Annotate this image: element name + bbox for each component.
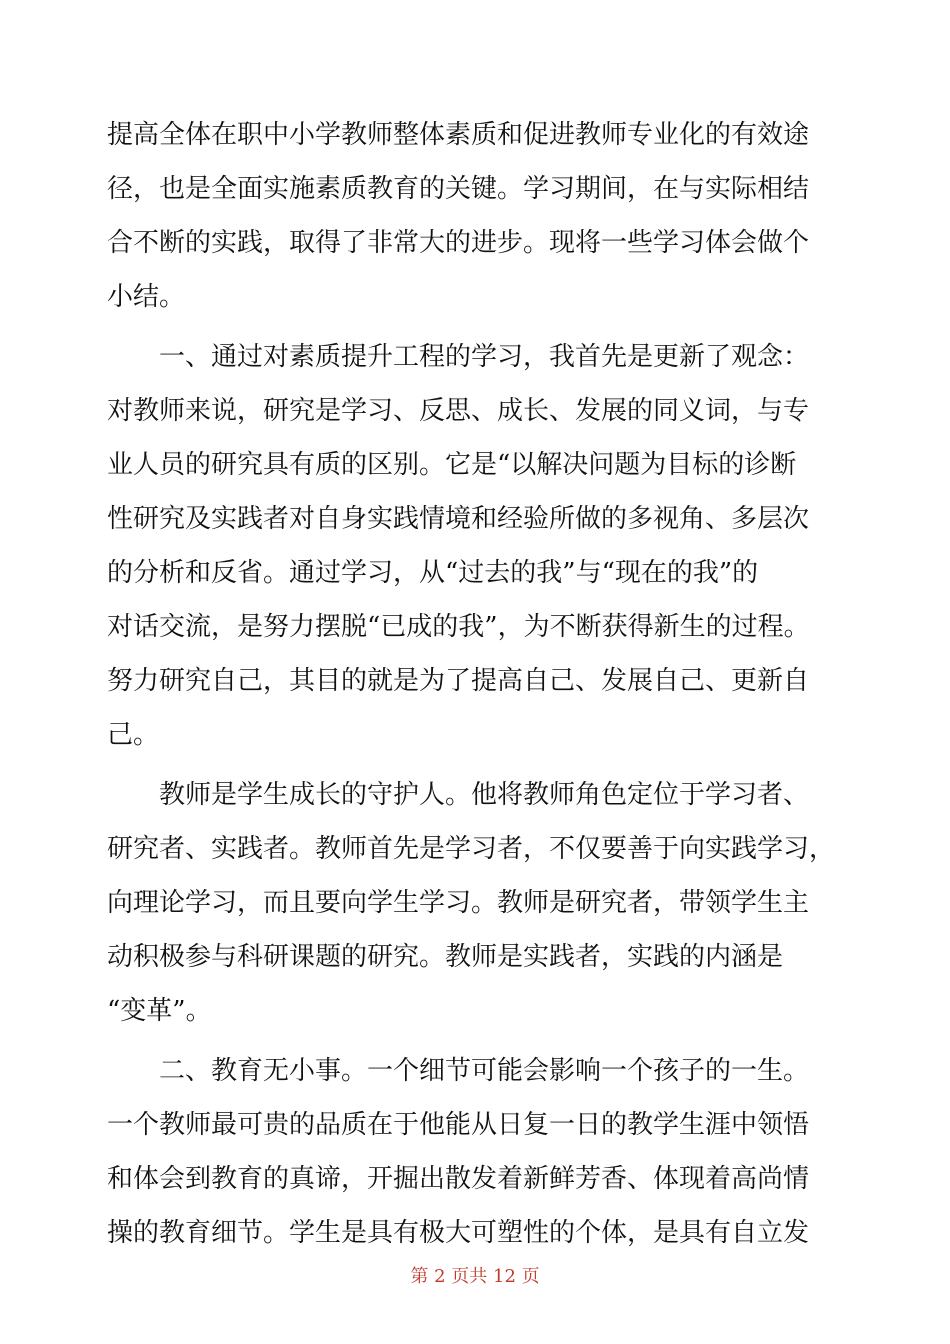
text-line: 合不断的实践，取得了非常大的进步。现将一些学习体会做个 <box>107 228 810 258</box>
text-line: 的分析和反省。通过学习，从“过去的我”与“现在的我”的 <box>107 558 759 588</box>
page-number-footer: 第 2 页共 12 页 <box>410 1266 540 1287</box>
text-line: 一个教师最可贵的品质在于他能从日复一日的教学生涯中领悟 <box>107 1110 810 1140</box>
text-line: “变革”。 <box>107 996 212 1026</box>
text-line: 径，也是全面实施素质教育的关键。学习期间，在与实际相结 <box>107 174 810 204</box>
text-line: 研究者、实践者。教师首先是学习者，不仅要善于向实践学习， <box>107 834 836 864</box>
text-line: 教师是学生成长的守护人。他将教师角色定位于学习者、 <box>159 780 810 810</box>
document-body <box>107 108 852 1260</box>
paragraph-4 <box>107 1044 852 1260</box>
text-line: 一、通过对素质提升工程的学习，我首先是更新了观念： <box>159 342 810 372</box>
text-line: 动积极参与科研课题的研究。教师是实践者，实践的内涵是 <box>107 942 784 972</box>
text-line: 和体会到教育的真谛，开掘出散发着新鲜芳香、体现着高尚情 <box>107 1164 810 1194</box>
paragraph-2 <box>107 330 852 762</box>
text-line: 对教师来说，研究是学习、反思、成长、发展的同义词，与专 <box>107 396 810 426</box>
paragraph-3 <box>107 768 852 1038</box>
text-line: 提高全体在职中小学教师整体素质和促进教师专业化的有效途 <box>107 120 810 150</box>
text-line: 操的教育细节。学生是具有极大可塑性的个体，是具有自立发 <box>107 1218 810 1248</box>
text-line: 二、教育无小事。一个细节可能会影响一个孩子的一生。 <box>159 1056 810 1086</box>
text-line: 努力研究自己，其目的就是为了提高自己、发展自己、更新自 <box>107 666 810 696</box>
text-line: 向理论学习，而且要向学生学习。教师是研究者，带领学生主 <box>107 888 810 918</box>
text-line: 己。 <box>107 720 160 750</box>
text-line: 小结。 <box>107 282 186 312</box>
text-line: 对话交流，是努力摆脱“已成的我”，为不断获得新生的过程。 <box>107 612 810 642</box>
text-line: 业人员的研究具有质的区别。它是“以解决问题为目标的诊断 <box>107 450 797 480</box>
paragraph-1 <box>107 108 852 324</box>
text-line: 性研究及实践者对自身实践情境和经验所做的多视角、多层次 <box>107 504 810 534</box>
